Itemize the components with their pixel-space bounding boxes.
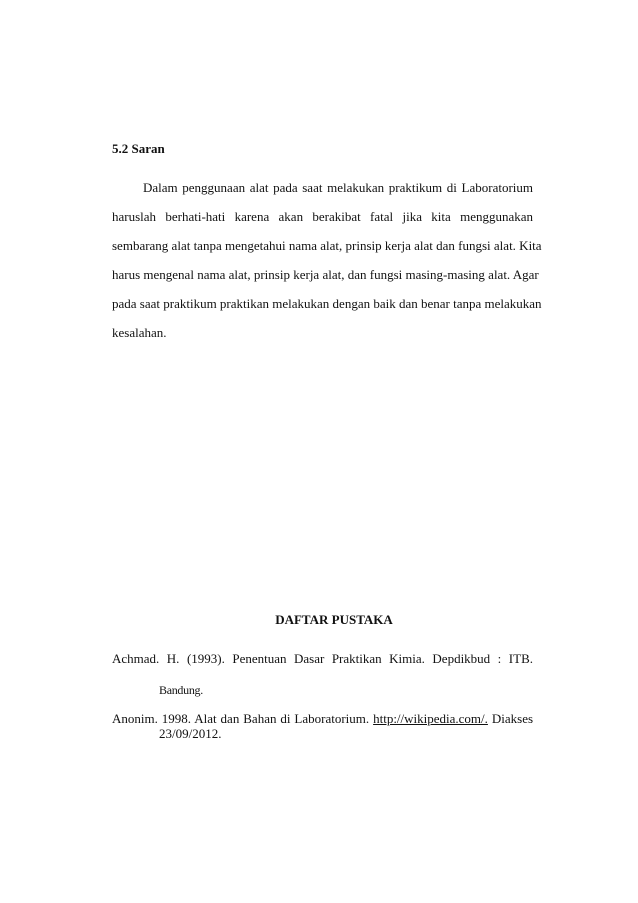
reference-link[interactable]: http://wikipedia.com/. xyxy=(373,711,488,726)
paragraph-line: haruslah berhati-hati karena akan berakibat fatal jika kita menggunakan xyxy=(112,209,533,224)
references-heading: DAFTAR PUSTAKA xyxy=(275,612,393,627)
paragraph-line: pada saat praktikum praktikan melakukan dengan baik dan benar tanpa melakukan xyxy=(112,296,542,311)
paragraph-line: harus mengenal nama alat, prinsip kerja alat, dan fungsi masing-masing alat. Agar xyxy=(112,267,539,282)
reference-entry-line: Achmad. H. (1993). Penentuan Dasar Praktikan Kimia. Depdikbud : ITB. xyxy=(112,651,533,666)
reference-entry-line: Bandung. xyxy=(159,683,203,697)
reference-entry-line xyxy=(112,711,533,727)
reference-text: Anonim. 1998. Alat dan Bahan di Laboratorium. xyxy=(112,711,370,726)
reference-entry-line: 23/09/2012. xyxy=(159,726,222,741)
paragraph-line: kesalahan. xyxy=(112,325,167,340)
paragraph-line: Dalam penggunaan alat pada saat melakukan praktikum di Laboratorium xyxy=(143,180,533,195)
paragraph-line: sembarang alat tanpa mengetahui nama alat, prinsip kerja alat dan fungsi alat. Kita xyxy=(112,238,542,253)
reference-text: Diakses xyxy=(491,711,534,726)
section-heading: 5.2 Saran xyxy=(112,141,165,156)
